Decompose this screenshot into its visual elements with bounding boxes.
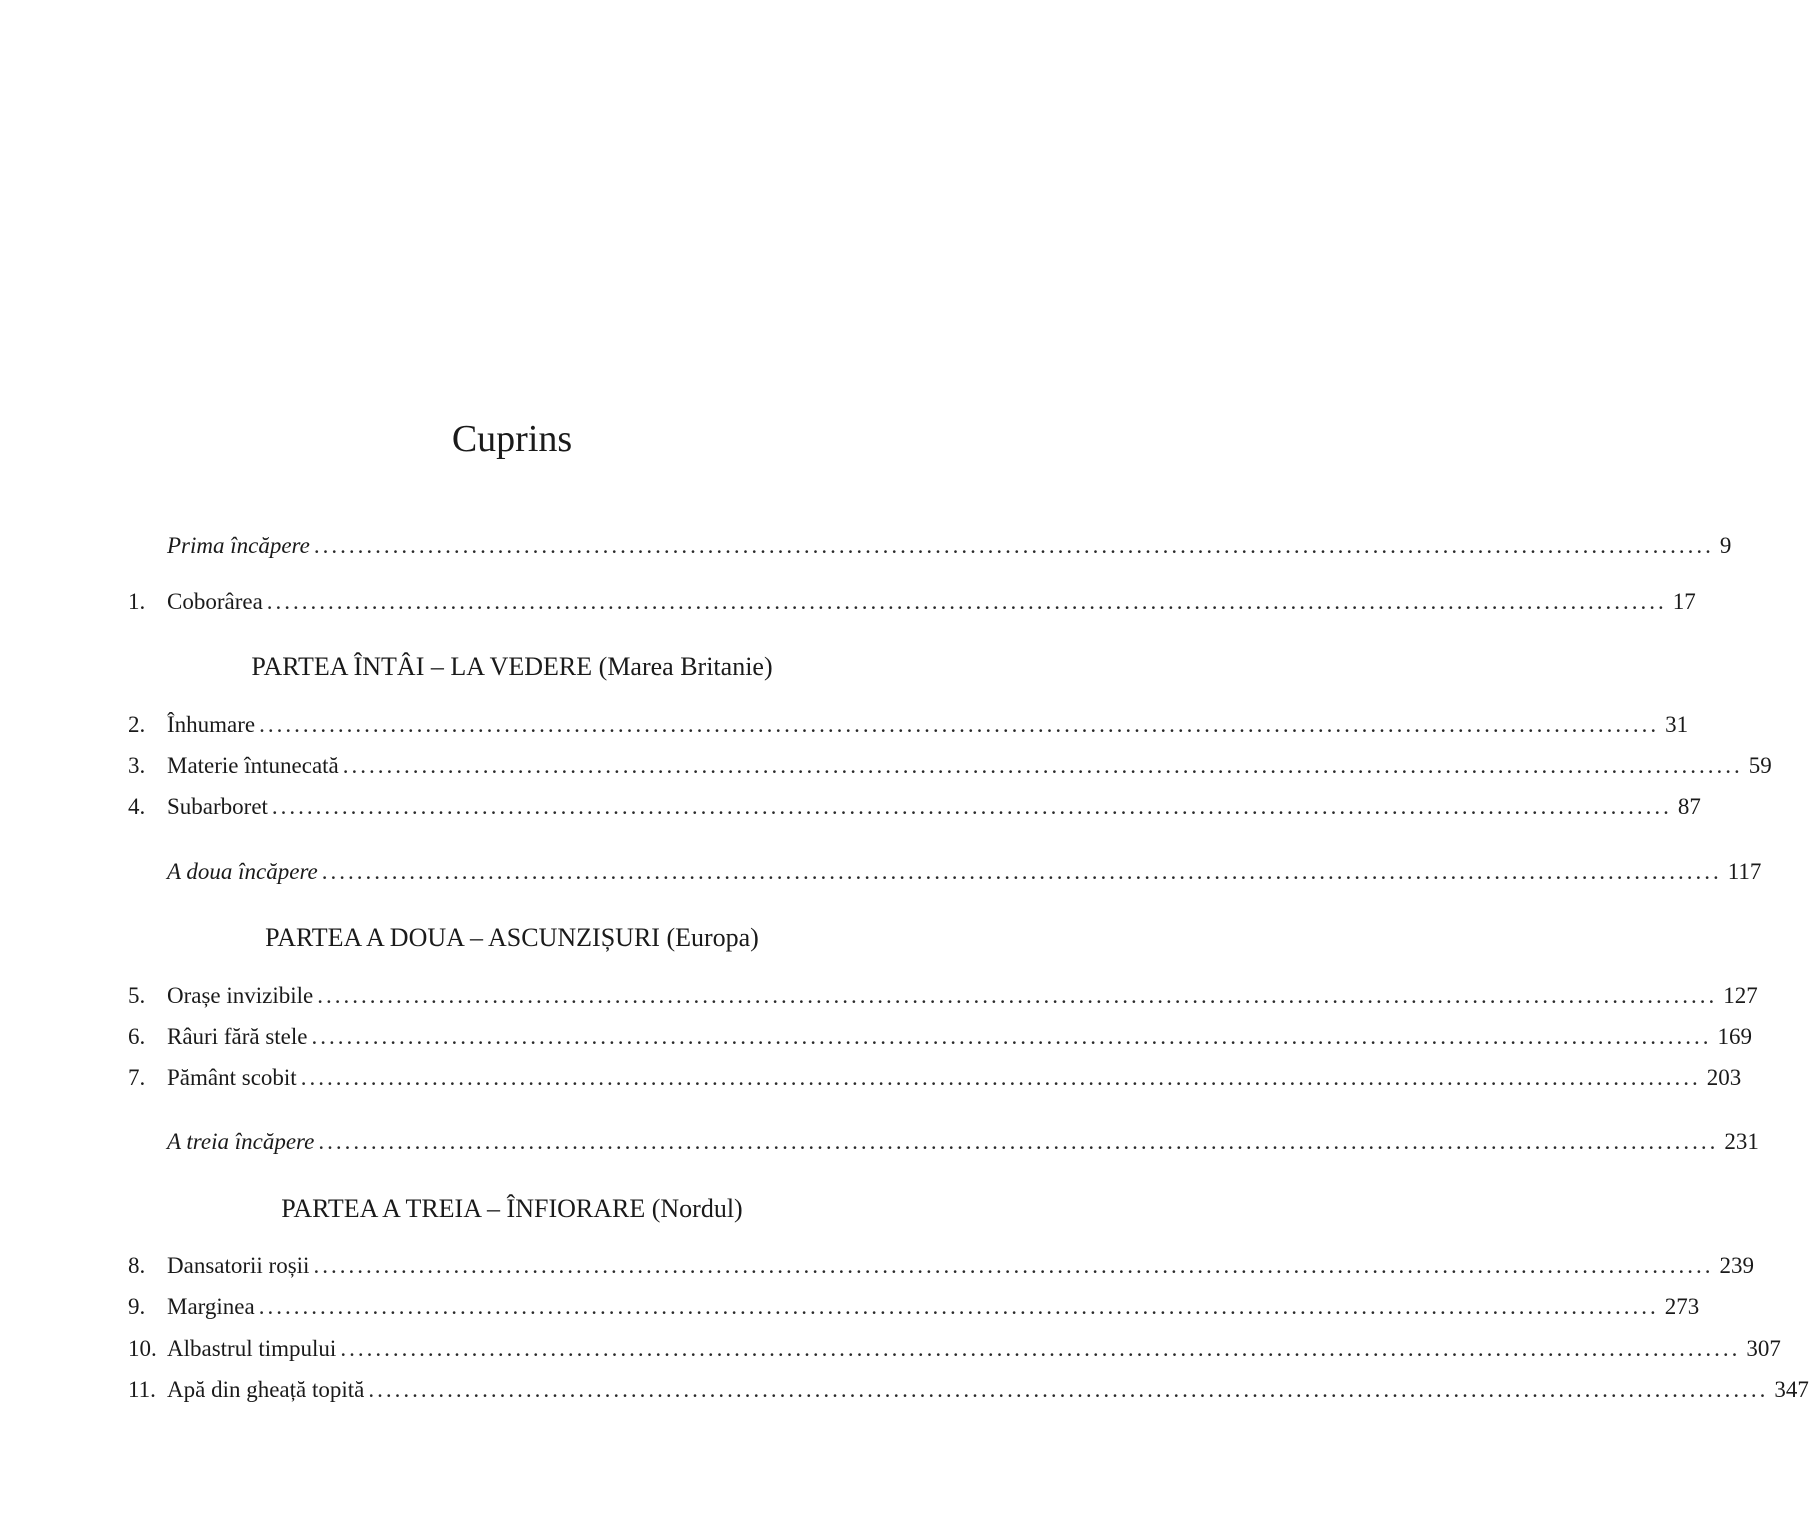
toc-entry-prima-incapere <box>128 531 1732 561</box>
dot-leader: ................................................................................................................................................................ <box>258 1294 1659 1319</box>
toc-entry-title: Prima încăpere <box>167 533 310 558</box>
toc-entry-number: 6. <box>128 1024 146 1049</box>
toc-entry-number: 8. <box>128 1253 146 1278</box>
dot-leader: ................................................................................................................................................................ <box>259 712 1660 737</box>
toc-entry-number: 4. <box>128 794 146 819</box>
part-1-heading: PARTEA ÎNTÂI – LA VEDERE (Marea Britanie) <box>251 652 773 681</box>
toc-entry-title: Subarboret <box>167 794 268 819</box>
dot-leader: ................................................................................................................................................................ <box>271 794 1672 819</box>
toc-entry-chapter-1 <box>128 587 1696 617</box>
toc-entry-a-doua-incapere <box>128 857 1762 887</box>
toc-entry-title: Înhumare <box>167 712 256 737</box>
toc-entry-page: 127 <box>1723 983 1758 1008</box>
toc-entry-number: 5. <box>128 983 146 1008</box>
toc-entry-page: 307 <box>1746 1336 1781 1361</box>
dot-leader: ................................................................................................................................................................ <box>266 589 1667 614</box>
dot-leader: ................................................................................................................................................................ <box>340 1336 1741 1361</box>
part-2-heading: PARTEA A DOUA – ASCUNZIȘURI (Europa) <box>265 923 759 952</box>
dot-leader: ................................................................................................................................................................ <box>300 1065 1701 1090</box>
toc-entry-number: 11. <box>128 1377 156 1402</box>
toc-entry-chapter-6 <box>128 1022 1752 1052</box>
toc-entry-number: 2. <box>128 712 146 737</box>
toc-entry-number: 7. <box>128 1065 146 1090</box>
toc-entry-number: 9. <box>128 1294 146 1319</box>
toc-entry-chapter-9 <box>128 1292 1700 1322</box>
dot-leader: ................................................................................................................................................................ <box>368 1377 1769 1402</box>
toc-entry-chapter-10 <box>128 1334 1781 1364</box>
toc-entry-title: A treia încăpere <box>167 1129 315 1154</box>
toc-entry-page: 87 <box>1677 794 1701 819</box>
dot-leader: ................................................................................................................................................................ <box>313 1253 1714 1278</box>
toc-entry-page: 169 <box>1717 1024 1752 1049</box>
toc-entry-page: 9 <box>1719 533 1732 558</box>
toc-entry-title: Râuri fără stele <box>167 1024 308 1049</box>
part-3-heading: PARTEA A TREIA – ÎNFIORARE (Nordul) <box>281 1194 743 1223</box>
toc-entry-page: 231 <box>1724 1129 1759 1154</box>
toc-entry-chapter-7 <box>128 1063 1742 1093</box>
dot-leader: ................................................................................................................................................................ <box>317 983 1718 1008</box>
toc-entry-chapter-5 <box>128 981 1758 1011</box>
toc-entry-chapter-4 <box>128 792 1701 822</box>
toc-entry-title: Albastrul timpului <box>167 1336 337 1361</box>
toc-entry-title: Coborârea <box>167 589 263 614</box>
toc-entry-title: Orașe invizibile <box>167 983 314 1008</box>
toc-entry-title: Pământ scobit <box>167 1065 297 1090</box>
dot-leader: ................................................................................................................................................................ <box>342 753 1743 778</box>
toc-entry-number: 3. <box>128 753 146 778</box>
toc-entry-title: Marginea <box>167 1294 255 1319</box>
toc-entry-page: 239 <box>1719 1253 1754 1278</box>
toc-entry-page: 203 <box>1706 1065 1742 1090</box>
toc-entry-a-treia-incapere <box>128 1127 1759 1157</box>
dot-leader: ................................................................................................................................................................ <box>311 1024 1712 1049</box>
toc-entry-page: 59 <box>1748 753 1772 778</box>
toc-entry-title: Apă din gheață topită <box>167 1377 365 1402</box>
toc-entry-chapter-2 <box>128 710 1689 740</box>
toc-entry-chapter-8 <box>128 1251 1754 1281</box>
toc-entry-page: 347 <box>1774 1377 1809 1402</box>
toc-entry-page: 117 <box>1727 859 1762 884</box>
toc-entry-page: 31 <box>1665 712 1689 737</box>
toc-entry-page: 17 <box>1672 589 1696 614</box>
dot-leader: ................................................................................................................................................................ <box>318 1129 1719 1154</box>
page-title: Cuprins <box>451 418 573 461</box>
toc-entry-title: Dansatorii roșii <box>167 1253 310 1278</box>
toc-entry-title: Materie întunecată <box>167 753 339 778</box>
toc-entry-number: 10. <box>128 1336 157 1361</box>
toc-entry-page: 273 <box>1664 1294 1700 1319</box>
toc-entry-chapter-3 <box>128 751 1772 781</box>
dot-leader: ................................................................................................................................................................ <box>321 859 1722 884</box>
toc-entry-number: 1. <box>128 589 146 614</box>
toc-entry-chapter-11 <box>128 1375 1809 1405</box>
dot-leader: ................................................................................................................................................................ <box>313 533 1714 558</box>
toc-entry-title: A doua încăpere <box>167 859 318 884</box>
